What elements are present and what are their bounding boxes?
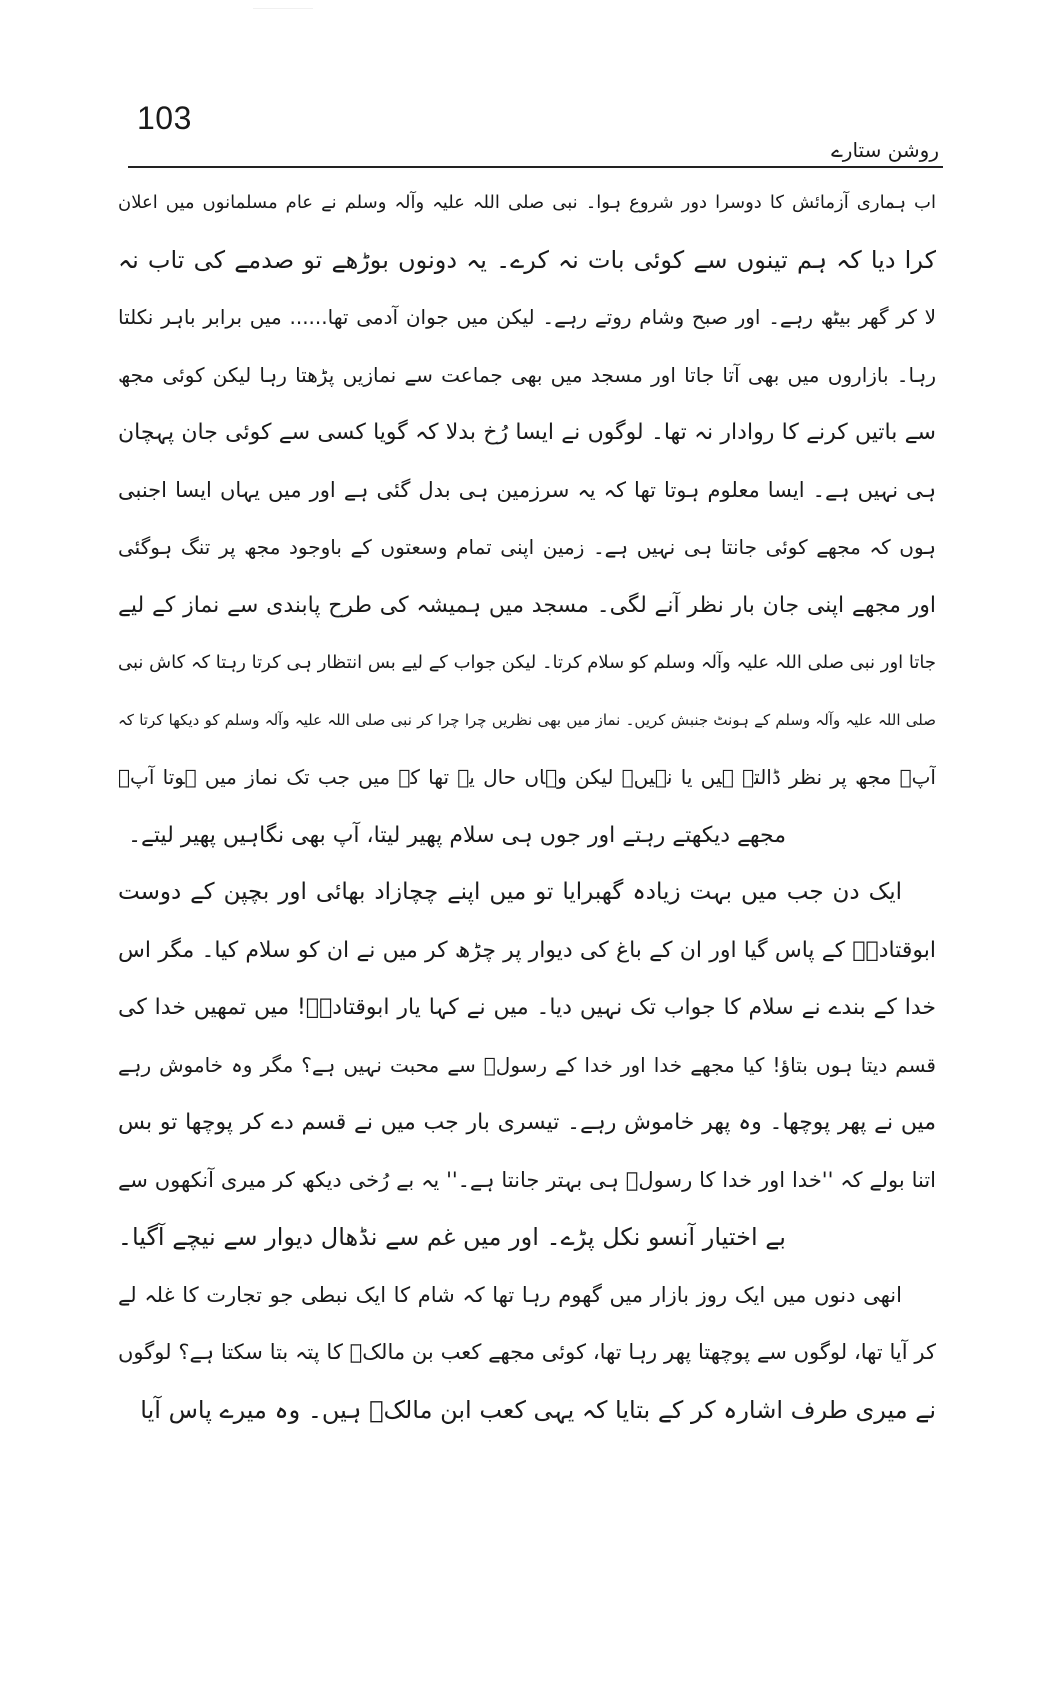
text-line: رہا۔ بازاروں میں بھی آتا جاتا اور مسجد میں بھی جماعت سے نمازیں پڑھتا رہا لیکن کوئی مجھ xyxy=(118,362,936,387)
text-line: اتنا بولے کہ ''خدا اور خدا کا رسولؐ ہی بہتر جانتا ہے۔'' یہ بے رُخی دیکھ کر میری آنکھوں سے xyxy=(118,1167,936,1192)
text-line: کر آیا تھا، لوگوں سے پوچھتا پھر رہا تھا، کوئی مجھے کعب بن مالکؓ کا پتہ بتا سکتا ہے؟ لوگوں xyxy=(118,1340,936,1364)
text-line-paragraph-start: انھی دنوں میں ایک روز بازار میں گھوم رہا تھا کہ شام کا ایک نبطی جو تجارت کا غلہ لے xyxy=(118,1282,902,1307)
text-line: ابوقتادہؓ کے پاس گیا اور ان کے باغ کی دیوار پر چڑھ کر میں نے ان کو سلام کیا۔ مگر اس xyxy=(118,937,936,963)
running-title: روشن ستارے xyxy=(831,138,939,162)
text-line: سے باتیں کرنے کا روادار نہ تھا۔ لوگوں نے ایسا رُخ بدلا کہ گویا کسی سے کوئی جان پہچان xyxy=(118,420,936,445)
text-line-paragraph-end: بے اختیار آنسو نکل پڑے۔ اور میں غم سے نڈھال دیوار سے نیچے آگیا۔ xyxy=(118,1223,786,1251)
text-line: خدا کے بندے نے سلام کا جواب تک نہیں دیا۔ میں نے کہا یار ابوقتادہؓ! میں تمھیں خدا کی xyxy=(118,995,936,1020)
text-line: کرا دیا کہ ہم تینوں سے کوئی بات نہ کرے۔ یہ دونوں بوڑھے تو صدمے کی تاب نہ xyxy=(118,245,936,274)
text-line: ہی نہیں ہے۔ ایسا معلوم ہوتا تھا کہ یہ سرزمین ہی بدل گئی ہے اور میں یہاں ایسا اجنبی xyxy=(118,477,936,502)
text-line: نے میری طرف اشارہ کر کے بتایا کہ یہی کعب ابن مالکؓ ہیں۔ وہ میرے پاس آیا xyxy=(140,1395,936,1424)
body-text xyxy=(118,174,936,1439)
page-number: 103 xyxy=(137,100,192,136)
text-line-paragraph-end: مجھے دیکھتے رہتے اور جوں ہی سلام پھیر لیتا، آپ بھی نگاہیں پھیر لیتے۔ xyxy=(128,822,786,848)
text-line: قسم دیتا ہوں بتاؤ! کیا مجھے خدا اور خدا کے رسولؐ سے محبت نہیں ہے؟ مگر وہ خاموش رہے xyxy=(118,1052,936,1077)
text-line: اب ہماری آزمائش کا دوسرا دور شروع ہوا۔ نبی صلی اللہ علیہ وآلہ وسلم نے عام مسلمانوں میں اعلان xyxy=(118,192,936,213)
text-line: ہوں کہ مجھے کوئی جانتا ہی نہیں ہے۔ زمین اپنی تمام وسعتوں کے باوجود مجھ پر تنگ ہوگئی xyxy=(118,535,936,559)
text-line: آپؐ مجھ پر نظر ڈالتے ہیں یا نہیں۔ لیکن وہاں حال یہ تھا کہ میں جب تک نماز میں ہوتا آپؐ xyxy=(118,765,936,789)
text-line: لا کر گھر بیٹھ رہے۔ اور صبح وشام روتے رہے۔ لیکن میں جوان آدمی تھا...... میں برابر باہر نکلتا xyxy=(118,305,936,329)
header-rule xyxy=(128,166,943,168)
text-line: صلی اللہ علیہ وآلہ وسلم کے ہونٹ جنبش کریں۔ نماز میں بھی نظریں چرا چرا کر نبی صلی اللہ علیہ وآلہ وسلم کو دیکھا کرتا کہ xyxy=(118,710,936,729)
scan-edge-mark xyxy=(253,0,313,9)
text-line: میں نے پھر پوچھا۔ وہ پھر خاموش رہے۔ تیسری بار جب میں نے قسم دے کر پوچھا تو بس xyxy=(118,1110,936,1135)
text-line: جاتا اور نبی صلی اللہ علیہ وآلہ وسلم کو سلام کرتا۔ لیکن جواب کے لیے بس انتظار ہی کرتا رہتا کہ کاش نبی xyxy=(118,652,936,673)
text-line: اور مجھے اپنی جان بار نظر آنے لگی۔ مسجد میں ہمیشہ کی طرح پابندی سے نماز کے لیے xyxy=(118,592,936,618)
text-line-paragraph-start: ایک دن جب میں بہت زیادہ گھبرایا تو میں اپنے چچازاد بھائی اور بچپن کے دوست xyxy=(118,879,902,905)
